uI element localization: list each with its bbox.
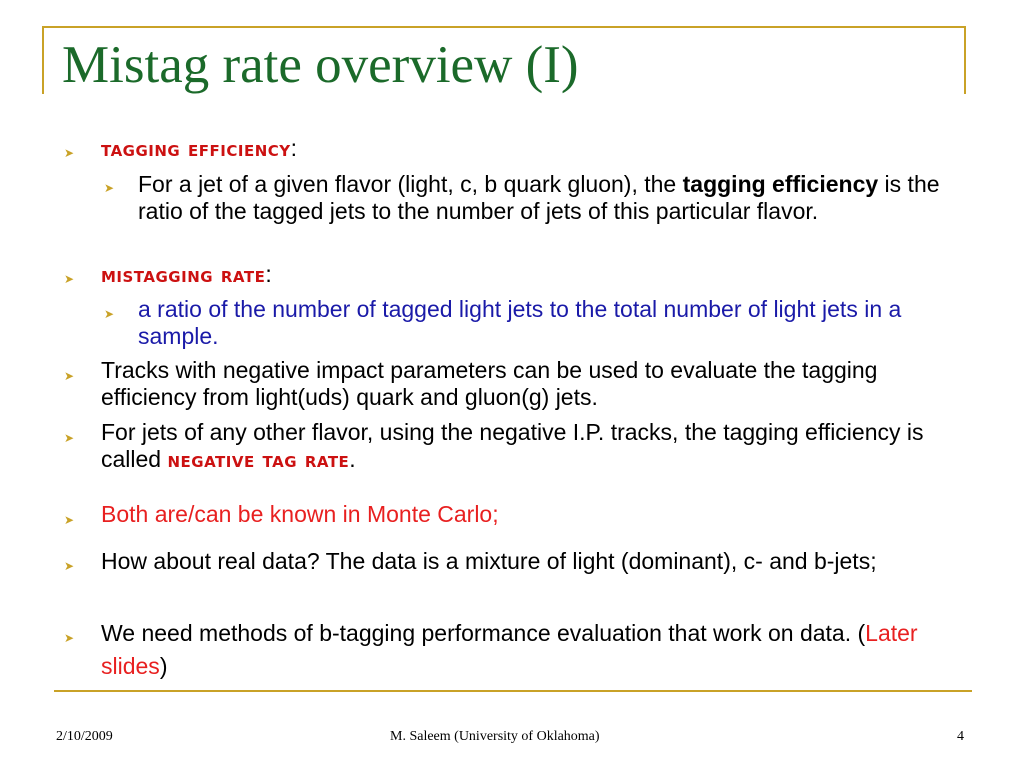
bullet-text <box>101 617 951 683</box>
text-part: ) <box>159 653 168 679</box>
slide-title: Mistag rate overview (I) <box>62 36 579 94</box>
arrow-bullet-icon: ➤ <box>64 631 75 645</box>
definition-bold-term: tagging efficiency <box>682 171 879 197</box>
colon: : <box>265 261 272 287</box>
bullet-text <box>101 419 976 474</box>
text-part: For jets of any other flavor, using the negative I.P. tracks, the tagging efficiency is called <box>101 419 924 472</box>
term-mistagging-rate: mistagging rate <box>101 263 266 287</box>
arrow-bullet-icon: ➤ <box>64 369 75 383</box>
arrow-bullet-icon: ➤ <box>64 272 75 286</box>
later-slides-link: Later slides <box>101 620 918 679</box>
bullet-text <box>101 135 961 163</box>
arrow-bullet-icon: ➤ <box>64 513 75 527</box>
page-number: 4 <box>957 729 964 744</box>
bullet-text: Both are/can be known in Monte Carlo; <box>101 501 499 527</box>
sub-bullet-text: a ratio of the number of tagged light jets to the total number of light jets in a sample. <box>138 296 902 349</box>
arrow-bullet-icon: ➤ <box>104 181 115 195</box>
footer-rule <box>54 690 972 692</box>
text-part: . <box>349 446 356 472</box>
arrow-bullet-icon: ➤ <box>64 146 75 160</box>
term-negative-tag-rate: negative tag rate <box>167 448 350 472</box>
colon: : <box>290 135 298 161</box>
definition-part: is the ratio of the tagged jets to the number of jets of this particular flavor. <box>138 171 940 224</box>
definition-part: For a jet of a given flavor (light, c, b quark gluon), the <box>138 171 683 197</box>
footer-date: 2/10/2009 <box>56 729 113 744</box>
text-part: We need methods of b-tagging performance evaluation that work on data. ( <box>101 620 866 646</box>
arrow-bullet-icon: ➤ <box>64 431 75 445</box>
bullet-text: How about real data? The data is a mixture of light (dominant), c- and b-jets; <box>101 548 877 574</box>
bullet-text: Tracks with negative impact parameters can be used to evaluate the tagging efficiency from light(uds) quark and gluon(g) jets. <box>101 357 878 410</box>
arrow-bullet-icon: ➤ <box>104 307 115 321</box>
arrow-bullet-icon: ➤ <box>64 559 75 573</box>
term-tagging-efficiency: tagging efficiency <box>101 137 291 161</box>
footer-author: M. Saleem (University of Oklahoma) <box>390 729 600 744</box>
bullet-text <box>101 261 961 289</box>
sub-bullet-text <box>138 171 964 225</box>
